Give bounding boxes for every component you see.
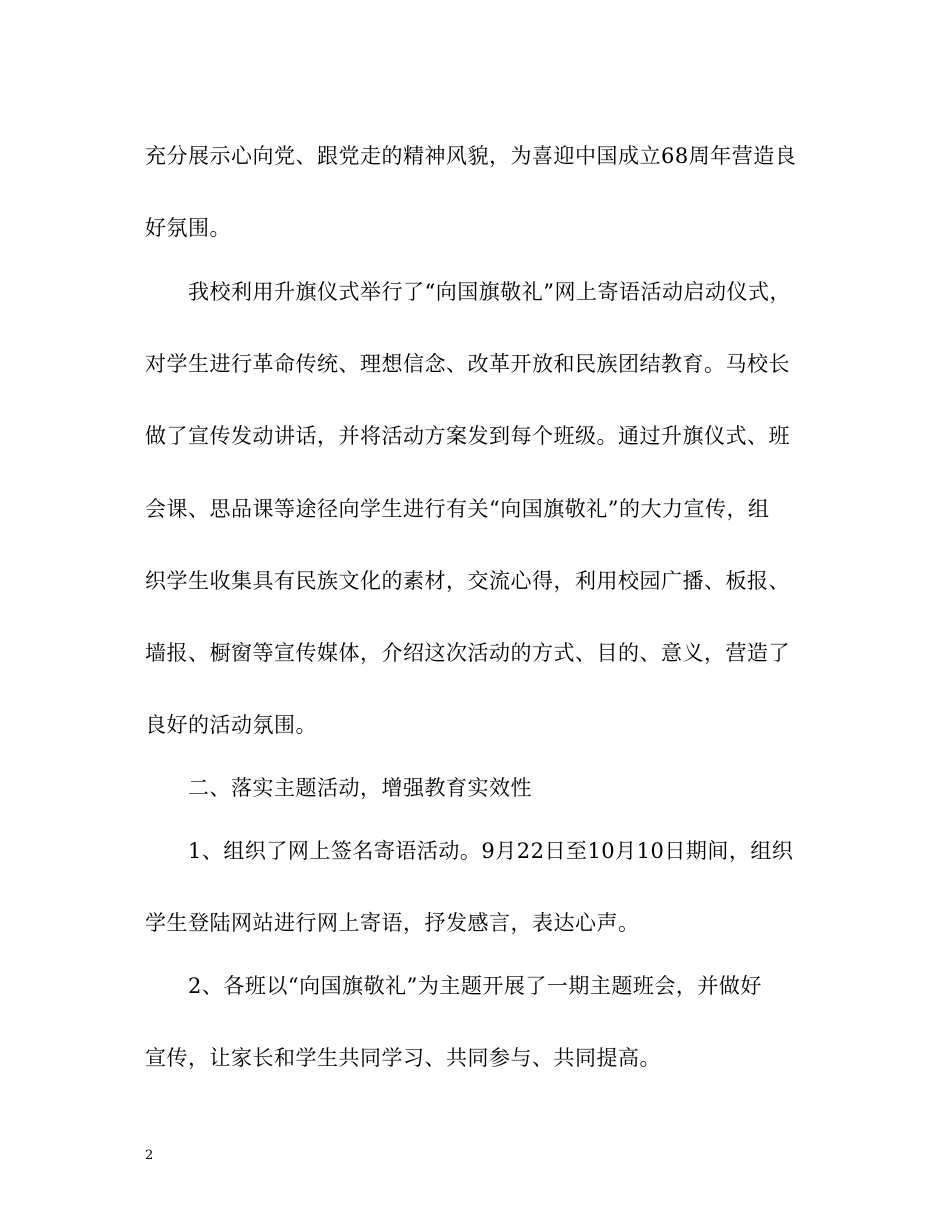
text-line-2: 好氛围。 xyxy=(145,216,231,240)
text-line-3: 我校利用升旗仪式举行了“向国旗敬礼”网上寄语活动启动仪式， xyxy=(188,280,791,304)
text-line-4: 对学生进行革命传统、理想信念、改革开放和民族团结教育。马校长 xyxy=(145,352,790,376)
page-number: 2 xyxy=(145,1148,154,1163)
text-line-6: 会课、思品课等途径向学生进行有关“向国旗敬礼”的大力宣传，组 xyxy=(145,497,770,521)
text-line-9: 良好的活动氛围。 xyxy=(145,713,317,737)
text-line-11: 1、组织了网上签名寄语活动。9月22日至10月10日期间，组织 xyxy=(188,839,794,863)
text-line-1: 充分展示心向党、跟党走的精神风貌，为喜迎中国成立68周年营造良 xyxy=(145,144,797,168)
text-line-13: 2、各班以“向国旗敬礼”为主题开展了一期主题班会，并做好 xyxy=(188,974,762,998)
section-heading: 二、落实主题活动，增强教育实效性 xyxy=(188,776,532,800)
text-line-7: 织学生收集具有民族文化的素材，交流心得，利用校园广播、板报、 xyxy=(145,569,790,593)
text-line-14: 宣传，让家长和学生共同学习、共同参与、共同提高。 xyxy=(145,1046,661,1070)
text-line-8: 墙报、橱窗等宣传媒体，介绍这次活动的方式、目的、意义，营造了 xyxy=(145,641,790,665)
text-line-12: 学生登陆网站进行网上寄语，抒发感言，表达心声。 xyxy=(145,911,640,935)
text-line-5: 做了宣传发动讲话，并将活动方案发到每个班级。通过升旗仪式、班 xyxy=(145,424,790,448)
